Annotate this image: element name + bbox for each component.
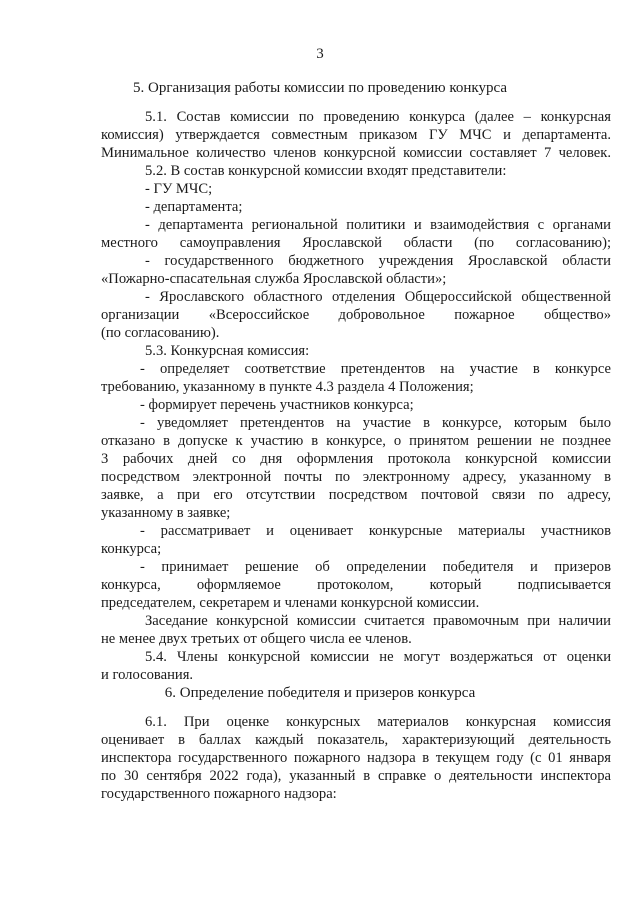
section-6-line: инспектора государственного пожарного надзора в текущем году (с 01 января xyxy=(101,750,611,766)
section-5-line: и голосования. xyxy=(101,667,194,683)
section-5-line: организации «Всероссийское добровольное пожарное общество» xyxy=(101,307,611,323)
section-5-line: - рассматривает и оценивает конкурсные материалы участников xyxy=(140,523,611,539)
section-5-line: - уведомляет претендентов на участие в конкурсе, которым было xyxy=(140,415,611,431)
section-5-line: отказано в допуске к участию в конкурсе, о принятом решении не позднее xyxy=(101,433,611,449)
section-5-line: (по согласованию). xyxy=(101,325,220,341)
section-5-line: конкурса; xyxy=(101,541,162,557)
section-5-line: 5.2. В состав конкурсной комиссии входят представители: xyxy=(145,163,507,179)
section-6-line: 6.1. При оценке конкурсных материалов конкурсная комиссия xyxy=(145,714,611,730)
section-5-line: 5.4. Члены конкурсной комиссии не могут воздержаться от оценки xyxy=(145,649,611,665)
section-5-line: - Ярославского областного отделения Общероссийской общественной xyxy=(145,289,611,305)
section-5-line: - формирует перечень участников конкурса; xyxy=(140,397,414,413)
section-6-line: по 30 сентября 2022 года), указанный в справке о деятельности инспектора xyxy=(101,768,611,784)
section-5-line: 5.3. Конкурсная комиссия: xyxy=(145,343,310,359)
section-5-line: - государственного бюджетного учреждения Ярославской области xyxy=(145,253,611,269)
section-5-line: требованию, указанному в пункте 4.3 раздела 4 Положения; xyxy=(101,379,474,395)
section-5-line: не менее двух третьих от общего числа ее членов. xyxy=(101,631,412,647)
section-5-line: посредством электронной почты по электронному адресу, указанному в xyxy=(101,469,611,485)
section-5-heading: 5. Организация работы комиссии по проведению конкурса xyxy=(132,80,508,96)
section-5-line: председателем, секретарем и членами конкурсной комиссии. xyxy=(101,595,480,611)
section-5-line: местного самоуправления Ярославской области (по согласованию); xyxy=(101,235,611,251)
section-5-line: указанному в заявке; xyxy=(101,505,231,521)
section-5-line: - департамента региональной политики и взаимодействия с органами xyxy=(145,217,611,233)
section-5-line: 3 рабочих дней со дня оформления протокола конкурсной комиссии xyxy=(101,451,611,467)
section-5-line: - ГУ МЧС; xyxy=(145,181,213,197)
section-5-line: «Пожарно-спасательная служба Ярославской области»; xyxy=(101,271,447,287)
section-6-line: государственного пожарного надзора: xyxy=(101,786,337,802)
section-6-line: оценивает в баллах каждый показатель, характеризующий деятельность xyxy=(101,732,611,748)
page-number: 3 xyxy=(316,46,324,62)
section-6-heading: 6. Определение победителя и призеров конкурса xyxy=(164,685,476,701)
section-5-line: - принимает решение об определении победителя и призеров xyxy=(140,559,611,575)
section-5-line: Заседание конкурсной комиссии считается правомочным при наличии xyxy=(145,613,611,629)
section-5-line: 5.1. Состав комиссии по проведению конкурса (далее – конкурсная xyxy=(145,109,611,125)
section-5-line: Минимальное количество членов конкурсной комиссии составляет 7 человек. xyxy=(101,145,611,161)
section-5-line: комиссия) утверждается совместным приказом ГУ МЧС и департамента. xyxy=(101,127,611,143)
section-5-line: - департамента; xyxy=(145,199,243,215)
section-5-line: конкурса, оформляемое протоколом, который подписывается xyxy=(101,577,611,593)
section-5-line: заявке, а при его отсутствии посредством почтовой связи по адресу, xyxy=(101,487,611,503)
section-5-line: - определяет соответствие претендентов на участие в конкурсе xyxy=(140,361,611,377)
